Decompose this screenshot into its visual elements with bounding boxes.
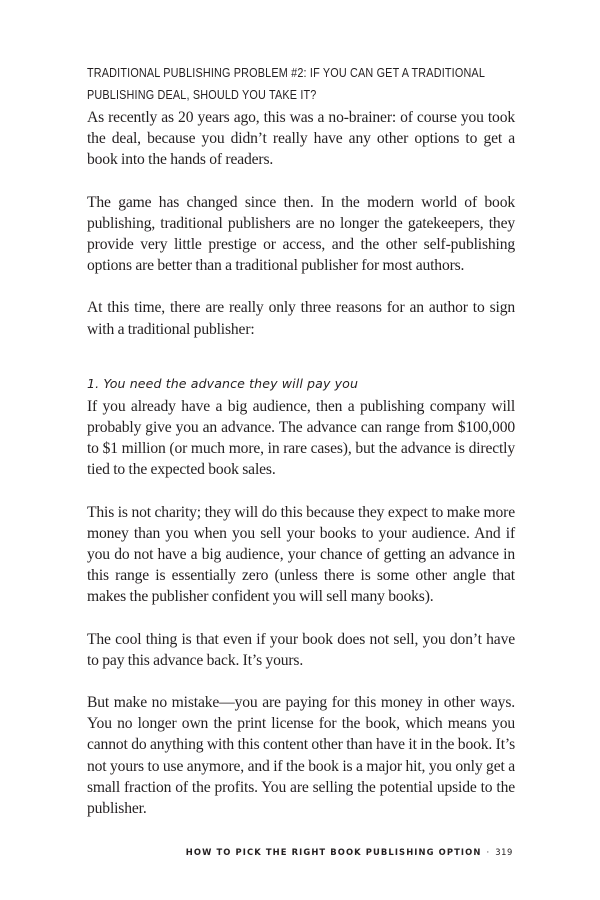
page-number: 319 [495, 847, 513, 857]
reason-subheading: 1. You need the advance they will pay you [87, 375, 359, 391]
paragraph-reason-3: The cool thing is that even if your book does not sell, you don’t have to pay this advance back. It’s yours. [87, 630, 515, 669]
paragraph-spacer [87, 671, 515, 692]
paragraph-reason-4: But make no mistake—you are paying for this money in other ways. You no longer own the print license for the book, which means you cannot do anything with this content other than have it in the book. It’s not yours to use anymore, and if the book is a major hit, you only get a small fraction of the profits. You are selling the potential upside to the publisher. [87, 694, 515, 818]
page-footer [186, 847, 513, 857]
running-title: HOW TO PICK THE RIGHT BOOK PUBLISHING OPTION [185, 847, 482, 857]
footer-separator: · [486, 847, 491, 857]
paragraph-reason-2: This is not charity; they will do this because they expect to make more money than you when you sell your books to your audience. And if you do not have a big audience, your chance of getting an advance in this range is essentially zero (unless there is some other angle that makes the publisher confident you will sell many books). [87, 503, 515, 606]
paragraph-intro-2: The game has changed since then. In the modern world of book publishing, traditional publishers are no longer the gatekeepers, they provide very little prestige or access, and the other self-publishing options are better than a traditional publisher for most authors. [87, 193, 515, 275]
paragraph-intro-1: As recently as 20 years ago, this was a no-brainer: of course you took the deal, because you didn’t really have any other options to get a book into the hands of readers. [87, 109, 515, 169]
section-heading: TRADITIONAL PUBLISHING PROBLEM #2: IF YOU CAN GET A TRADITIONAL PUBLISHING DEAL, SHOULD YOU TAKE IT? [87, 66, 485, 102]
paragraph-spacer [87, 481, 515, 502]
section-spacer [87, 340, 515, 374]
paragraph-intro-3: At this time, there are really only three reasons for an author to sign with a traditional publisher: [87, 299, 515, 338]
paragraph-spacer [87, 276, 515, 297]
paragraph-reason-1: If you already have a big audience, then a publishing company will probably give you an advance. The advance can range from $100,000 to $1 million (or much more, in rare cases), but the advance is directly tied to the expected book sales. [87, 397, 515, 479]
paragraph-spacer [87, 608, 515, 629]
paragraph-spacer [87, 171, 515, 192]
book-page-body [87, 62, 515, 819]
